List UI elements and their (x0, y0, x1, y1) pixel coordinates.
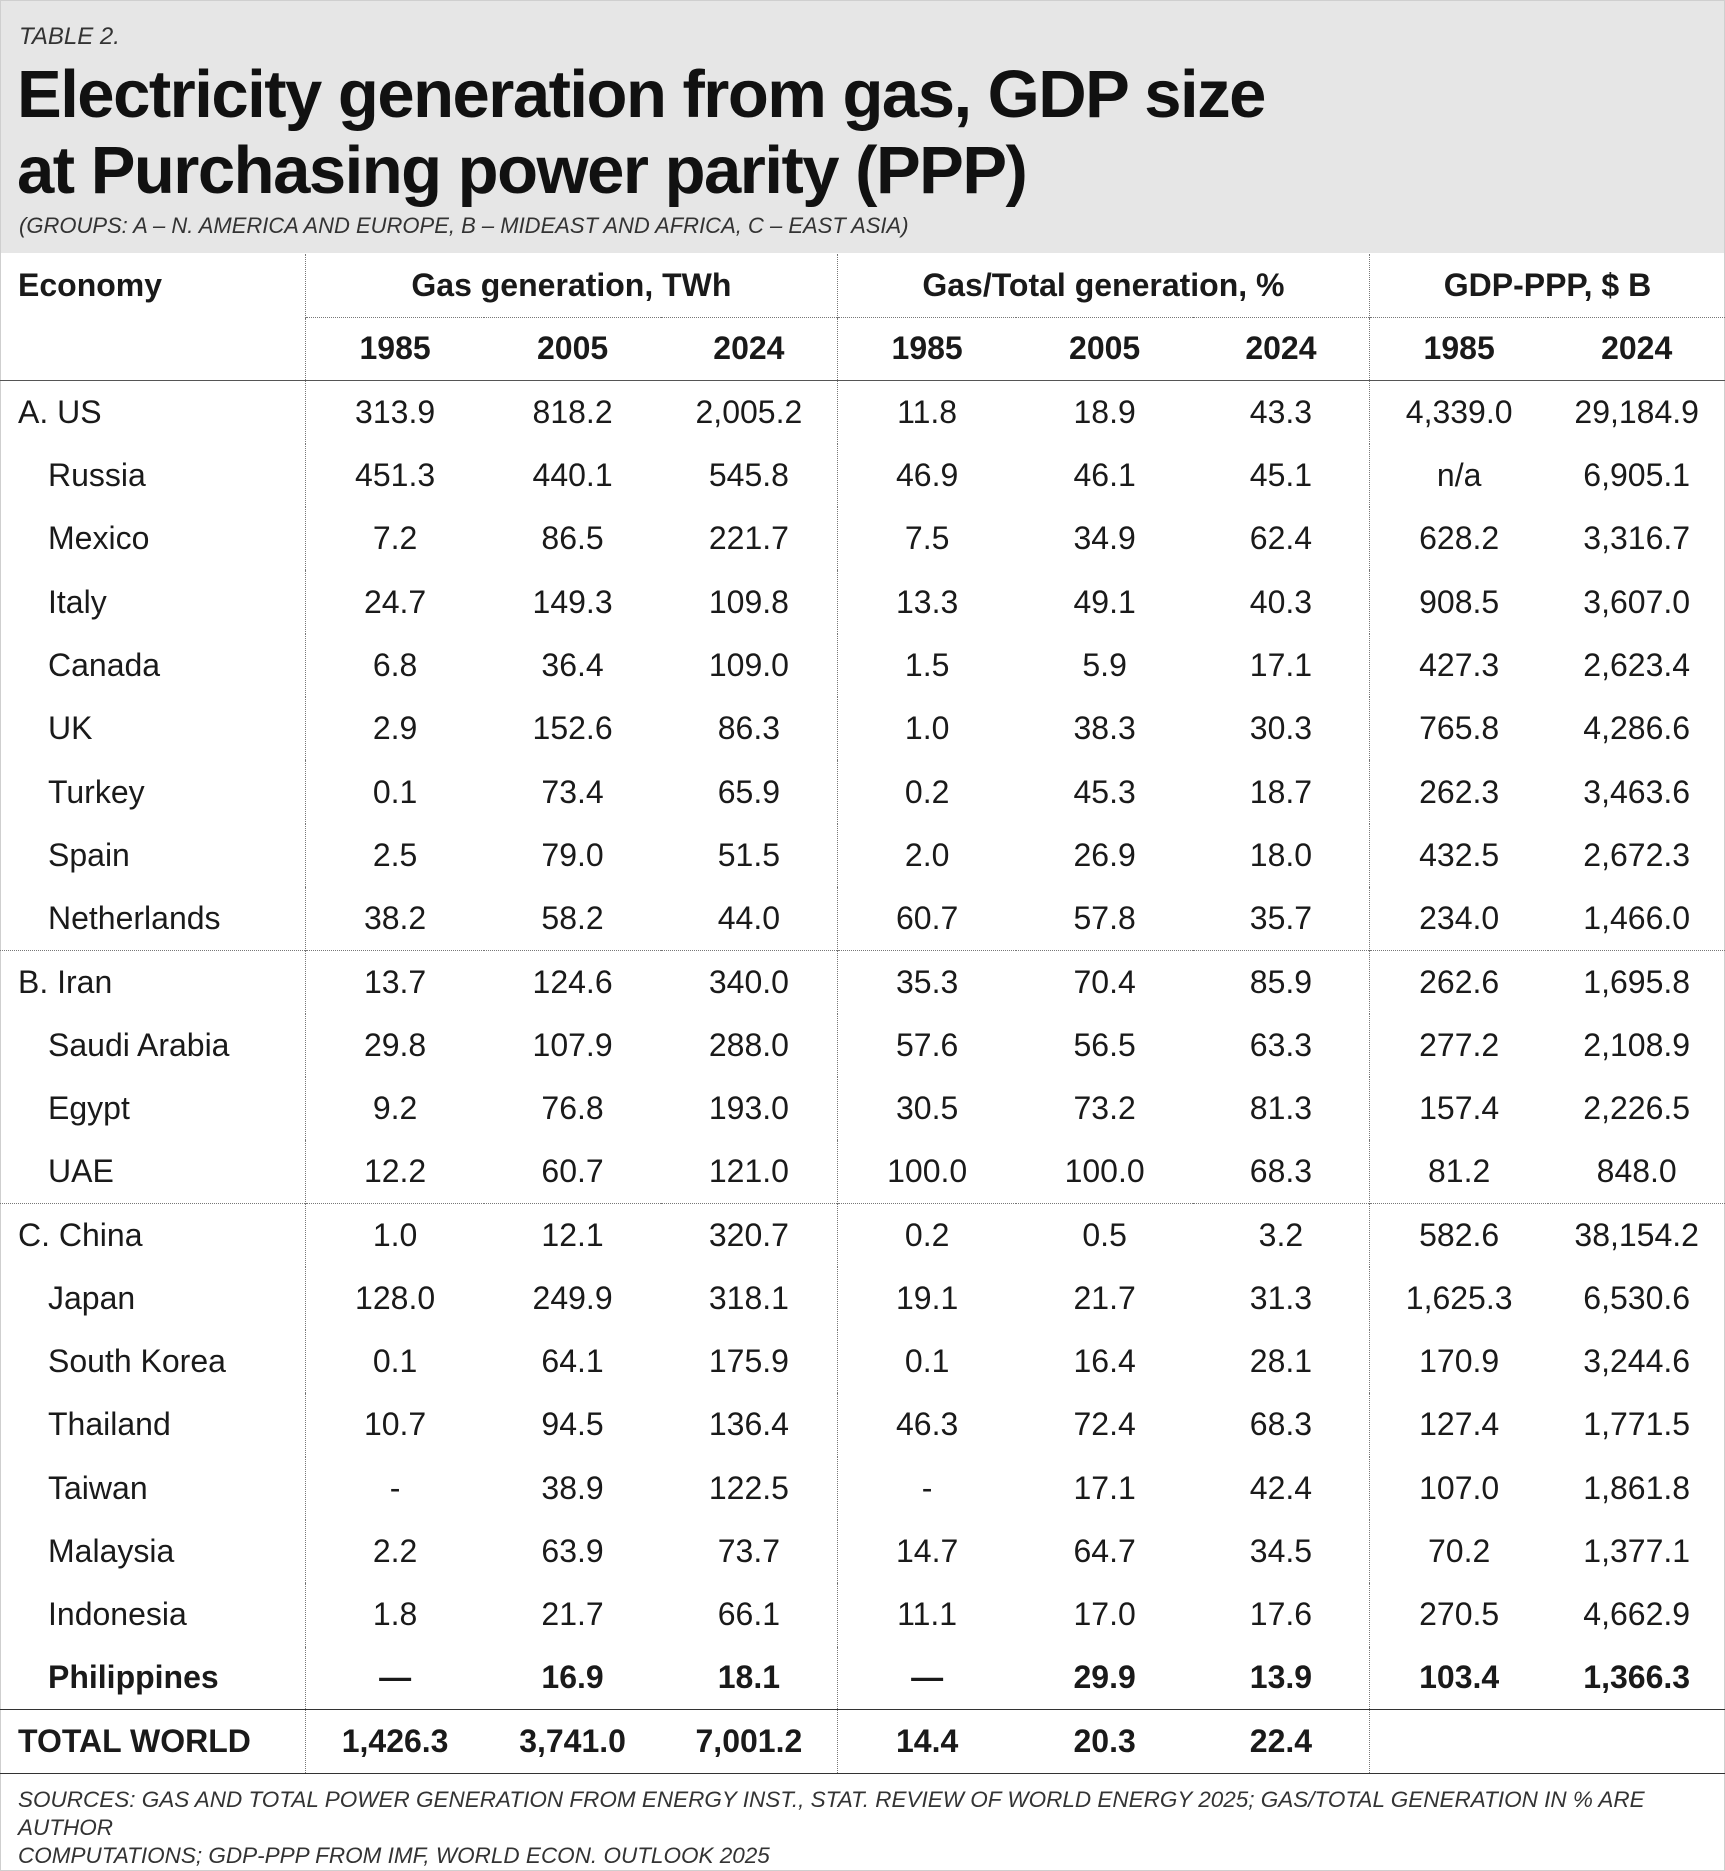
value-cell: 262.6 (1369, 950, 1548, 1013)
value-cell: 11.8 (837, 381, 1016, 444)
value-cell: 56.5 (1073, 1026, 1136, 1063)
value-cell: 13.3 (837, 570, 1016, 633)
value-cell: 4,662.9 (1583, 1596, 1691, 1633)
economy-name-cell: South Korea (48, 1343, 226, 1380)
value-cell: — (837, 1647, 1016, 1710)
value-cell: 1,861.8 (1583, 1469, 1691, 1506)
value-cell: 451.3 (305, 444, 484, 507)
economy-name-cell: A. US (18, 393, 102, 430)
value-cell: 79.0 (541, 836, 604, 873)
table-row (0, 1393, 1725, 1456)
value-cell: 31.3 (1249, 1279, 1313, 1316)
value-cell: 262.3 (1369, 760, 1548, 823)
value-cell: 109.0 (708, 646, 789, 683)
year-header: 2024 (1548, 317, 1725, 380)
value-cell: 1,426.3 (305, 1710, 484, 1773)
value-cell: 318.1 (708, 1279, 789, 1316)
value-cell: 9.2 (305, 1077, 484, 1140)
value-cell: 818.2 (532, 393, 613, 430)
value-cell: 14.7 (837, 1520, 1016, 1583)
value-cell: 3,316.7 (1583, 520, 1691, 557)
value-cell: 149.3 (532, 583, 613, 620)
title-line-1: Electricity generation from gas, GDP size (17, 57, 1265, 132)
value-cell: 62.4 (1249, 520, 1313, 557)
value-cell: 57.8 (1073, 899, 1136, 936)
year-header: 1985 (1369, 317, 1548, 380)
table-row (0, 507, 1725, 570)
value-cell: 60.7 (837, 887, 1016, 950)
value-cell: 65.9 (717, 773, 781, 810)
value-cell: 340.0 (661, 950, 838, 1013)
table-title (17, 57, 1265, 209)
value-cell: 70.4 (1016, 950, 1193, 1013)
value-cell: 38.3 (1073, 710, 1136, 747)
year-header: 2024 (1193, 317, 1370, 380)
value-cell: 6,905.1 (1583, 457, 1691, 494)
table-subtitle: (GROUPS: A – N. AMERICA AND EUROPE, B – MIDEAST AND AFRICA, C – EAST ASIA) (19, 213, 909, 238)
value-cell: 45.3 (1073, 773, 1136, 810)
value-cell: 121.0 (708, 1153, 789, 1190)
value-cell: 128.0 (305, 1267, 484, 1330)
value-cell: 30.5 (837, 1077, 1016, 1140)
table-row (0, 1203, 1725, 1266)
value-cell: 34.9 (1073, 520, 1136, 557)
value-cell: 17.1 (1249, 646, 1313, 683)
value-cell: n/a (1369, 444, 1548, 507)
value-cell: 109.8 (708, 583, 789, 620)
economy-name-cell: Netherlands (48, 899, 221, 936)
value-cell: 6,530.6 (1583, 1279, 1691, 1316)
value-cell: 20.3 (1016, 1710, 1193, 1773)
year-header: 1985 (837, 317, 1016, 380)
economy-name-cell: Italy (48, 583, 107, 620)
economy-name-cell: Indonesia (48, 1596, 187, 1633)
value-cell: 34.5 (1249, 1533, 1313, 1570)
value-cell: 11.1 (837, 1583, 1016, 1646)
value-cell: 43.3 (1249, 393, 1313, 430)
economy-name-cell: Egypt (48, 1090, 130, 1126)
value-cell: 3.2 (1193, 1203, 1370, 1266)
economy-name-cell: Malaysia (48, 1533, 175, 1570)
value-cell: 70.2 (1369, 1520, 1548, 1583)
value-cell: 10.7 (305, 1393, 484, 1456)
col-header-gas-share: Gas/Total generation, % (837, 254, 1369, 317)
value-cell: 221.7 (708, 520, 789, 557)
value-cell: 1,695.8 (1548, 950, 1725, 1013)
value-cell: 81.2 (1369, 1140, 1548, 1203)
value-cell: 35.3 (837, 950, 1016, 1013)
value-cell: 2,672.3 (1583, 836, 1691, 873)
economy-name-cell: Russia (48, 457, 146, 494)
table-label: TABLE 2. (19, 23, 120, 50)
value-cell: 21.7 (1073, 1279, 1136, 1316)
year-header: 2005 (1016, 317, 1193, 380)
value-cell: 152.6 (532, 710, 613, 747)
value-cell: 24.7 (305, 570, 484, 633)
value-cell: 13.7 (305, 950, 484, 1013)
value-cell: 18.9 (1073, 393, 1136, 430)
value-cell: 320.7 (661, 1203, 838, 1266)
value-cell: 76.8 (541, 1090, 604, 1126)
value-cell: 234.0 (1369, 887, 1548, 950)
value-cell: 14.4 (837, 1710, 1016, 1773)
value-cell: 582.6 (1369, 1203, 1548, 1266)
value-cell: 63.3 (1249, 1026, 1313, 1063)
table-row (0, 697, 1725, 760)
value-cell: 13.9 (1249, 1659, 1313, 1696)
value-cell: 122.5 (708, 1469, 789, 1506)
value-cell: 0.1 (305, 760, 484, 823)
value-cell: 2,623.4 (1583, 646, 1691, 683)
value-cell: 1,377.1 (1583, 1533, 1691, 1570)
value-cell: 18.1 (717, 1659, 781, 1696)
total-row (0, 1710, 1725, 1773)
table-row (0, 444, 1725, 507)
value-cell: 16.9 (541, 1659, 604, 1696)
economy-name-cell: Canada (48, 646, 161, 683)
value-cell: 46.1 (1073, 457, 1136, 494)
value-cell: 18.0 (1249, 836, 1313, 873)
value-cell: 18.7 (1249, 773, 1313, 810)
value-cell: 270.5 (1369, 1583, 1548, 1646)
value-cell: 7.2 (305, 507, 484, 570)
value-cell: 29.8 (305, 1014, 484, 1077)
value-cell: 72.4 (1073, 1406, 1136, 1443)
economy-name-cell: Turkey (48, 773, 145, 810)
value-cell: 249.9 (532, 1279, 613, 1316)
value-cell: 36.4 (541, 646, 604, 683)
value-cell: 127.4 (1369, 1393, 1548, 1456)
value-cell: 848.0 (1596, 1153, 1677, 1190)
economy-name-cell: B. Iran (0, 950, 305, 1013)
value-cell (1369, 1710, 1548, 1773)
value-cell: 17.0 (1073, 1596, 1136, 1633)
economy-name-cell: C. China (0, 1203, 305, 1266)
col-header-economy-spacer (0, 317, 305, 380)
table-row (0, 824, 1725, 887)
value-cell: 64.7 (1073, 1533, 1136, 1570)
value-cell: 0.1 (305, 1330, 484, 1393)
value-cell: 277.2 (1369, 1014, 1548, 1077)
value-cell: 49.1 (1073, 583, 1136, 620)
economy-name-cell: Philippines (48, 1659, 219, 1696)
value-cell: 29,184.9 (1574, 393, 1699, 430)
value-cell: 2,226.5 (1583, 1090, 1691, 1126)
value-cell: 42.4 (1249, 1469, 1313, 1506)
value-cell: 86.5 (541, 520, 604, 557)
sources-note (18, 1786, 1708, 1870)
value-cell: 64.1 (541, 1343, 604, 1380)
value-cell: 3,463.6 (1583, 773, 1691, 810)
value-cell: 29.9 (1073, 1659, 1136, 1696)
value-cell: 60.7 (541, 1153, 604, 1190)
economy-name-cell: Japan (48, 1279, 136, 1316)
table-row (0, 381, 1725, 444)
value-cell: 2.2 (305, 1520, 484, 1583)
table-row (0, 1647, 1725, 1710)
value-cell: 22.4 (1193, 1710, 1370, 1773)
value-cell: 628.2 (1369, 507, 1548, 570)
sources-line-2: COMPUTATIONS; GDP-PPP FROM IMF, WORLD ECON. OUTLOOK 2025 (18, 1843, 770, 1868)
value-cell: 21.7 (541, 1596, 604, 1633)
value-cell: 100.0 (1064, 1153, 1145, 1190)
value-cell: 45.1 (1249, 457, 1313, 494)
value-cell: 44.0 (717, 899, 781, 936)
value-cell: 5.9 (1082, 646, 1127, 683)
value-cell: 1,771.5 (1583, 1406, 1691, 1443)
value-cell: 1.0 (305, 1203, 484, 1266)
value-cell: 3,244.6 (1583, 1343, 1691, 1380)
value-cell: 0.5 (1016, 1203, 1193, 1266)
economy-name-cell: TOTAL WORLD (0, 1710, 305, 1773)
value-cell: 63.9 (541, 1533, 604, 1570)
value-cell: 545.8 (708, 457, 789, 494)
value-cell: 124.6 (484, 950, 661, 1013)
table-body (0, 381, 1725, 1774)
value-cell: 0.1 (837, 1330, 1016, 1393)
economy-name-cell: UAE (48, 1153, 114, 1190)
table-row (0, 634, 1725, 697)
value-cell: 66.1 (717, 1596, 781, 1633)
value-cell: 0.2 (837, 760, 1016, 823)
table-row (0, 1267, 1725, 1330)
table-row (0, 570, 1725, 633)
value-cell: 3,741.0 (484, 1710, 661, 1773)
value-cell: 19.1 (837, 1267, 1016, 1330)
data-table (0, 254, 1725, 1774)
value-cell: 30.3 (1249, 710, 1313, 747)
value-cell: 57.6 (837, 1014, 1016, 1077)
value-cell: 193.0 (708, 1090, 789, 1126)
value-cell: 7.5 (837, 507, 1016, 570)
value-cell: 170.9 (1369, 1330, 1548, 1393)
value-cell: 103.4 (1369, 1647, 1548, 1710)
value-cell: 2,005.2 (695, 393, 803, 430)
col-header-economy: Economy (18, 267, 163, 304)
value-cell: 2.9 (305, 697, 484, 760)
value-cell: 3,607.0 (1583, 583, 1691, 620)
value-cell: 136.4 (708, 1406, 789, 1443)
value-cell: 175.9 (708, 1343, 789, 1380)
value-cell: 38,154.2 (1548, 1203, 1725, 1266)
table-row (0, 1014, 1725, 1077)
economy-name-cell: Thailand (48, 1406, 171, 1443)
table-row (0, 760, 1725, 823)
value-cell: 100.0 (837, 1140, 1016, 1203)
year-header: 2005 (484, 317, 661, 380)
value-cell: 51.5 (717, 836, 781, 873)
value-cell: 17.6 (1249, 1596, 1313, 1633)
header-row-1 (0, 254, 1725, 317)
value-cell: 16.4 (1073, 1343, 1136, 1380)
value-cell (1548, 1710, 1725, 1773)
table-head (0, 254, 1725, 381)
value-cell: 26.9 (1073, 836, 1136, 873)
value-cell: 4,286.6 (1583, 710, 1691, 747)
value-cell: 107.0 (1369, 1457, 1548, 1520)
table-row (0, 1077, 1725, 1140)
value-cell: 157.4 (1369, 1077, 1548, 1140)
table-header (1, 1, 1724, 253)
col-header-gdp-ppp: GDP-PPP, $ B (1369, 254, 1725, 317)
table-row (0, 1583, 1725, 1646)
value-cell: 427.3 (1369, 634, 1548, 697)
value-cell: 68.3 (1249, 1406, 1313, 1443)
table-row (0, 950, 1725, 1013)
value-cell: 73.2 (1073, 1090, 1136, 1126)
value-cell: 12.1 (484, 1203, 661, 1266)
value-cell: 440.1 (532, 457, 613, 494)
value-cell: 12.2 (305, 1140, 484, 1203)
value-cell: 28.1 (1249, 1343, 1313, 1380)
value-cell: — (305, 1647, 484, 1710)
value-cell: 0.2 (837, 1203, 1016, 1266)
economy-name-cell: Mexico (48, 520, 150, 557)
economy-name-cell: Saudi Arabia (48, 1026, 230, 1063)
value-cell: 68.3 (1249, 1153, 1313, 1190)
value-cell: 1,466.0 (1583, 899, 1691, 936)
value-cell: 288.0 (708, 1026, 789, 1063)
value-cell: 1.0 (837, 697, 1016, 760)
value-cell: 85.9 (1193, 950, 1370, 1013)
value-cell: 1,366.3 (1583, 1659, 1691, 1696)
value-cell: 432.5 (1369, 824, 1548, 887)
title-line-2: at Purchasing power parity (PPP) (17, 133, 1027, 208)
value-cell: 2,108.9 (1583, 1026, 1691, 1063)
header-row-2 (0, 317, 1725, 380)
value-cell: 35.7 (1249, 899, 1313, 936)
value-cell: 73.4 (541, 773, 604, 810)
value-cell: 46.9 (837, 444, 1016, 507)
value-cell: 17.1 (1073, 1469, 1136, 1506)
economy-name-cell: Spain (48, 836, 130, 873)
value-cell: 73.7 (717, 1533, 781, 1570)
table-row (0, 1330, 1725, 1393)
value-cell: - (305, 1457, 484, 1520)
value-cell: 1.8 (305, 1583, 484, 1646)
value-cell: 908.5 (1369, 570, 1548, 633)
table-row (0, 1520, 1725, 1583)
value-cell: 313.9 (305, 381, 484, 444)
table-row (0, 887, 1725, 950)
table-row (0, 1140, 1725, 1203)
value-cell: 46.3 (837, 1393, 1016, 1456)
value-cell: 1.5 (837, 634, 1016, 697)
value-cell: - (837, 1457, 1016, 1520)
value-cell: 2.0 (837, 824, 1016, 887)
value-cell: 40.3 (1249, 583, 1313, 620)
sources-line-1: SOURCES: GAS AND TOTAL POWER GENERATION FROM ENERGY INST., STAT. REVIEW OF WORLD ENERGY 2025; GAS/TOTAL GENERATION IN % ARE AUTHOR (18, 1787, 1645, 1840)
value-cell: 4,339.0 (1369, 381, 1548, 444)
value-cell: 7,001.2 (661, 1710, 838, 1773)
year-header: 1985 (305, 317, 484, 380)
value-cell: 107.9 (532, 1026, 613, 1063)
year-header: 2024 (661, 317, 838, 380)
value-cell: 38.9 (541, 1469, 604, 1506)
table-row (0, 1457, 1725, 1520)
value-cell: 765.8 (1369, 697, 1548, 760)
value-cell: 86.3 (717, 710, 781, 747)
value-cell: 58.2 (541, 899, 604, 936)
value-cell: 2.5 (305, 824, 484, 887)
value-cell: 1,625.3 (1369, 1267, 1548, 1330)
economy-name-cell: UK (48, 710, 93, 747)
value-cell: 94.5 (541, 1406, 604, 1443)
value-cell: 6.8 (305, 634, 484, 697)
col-header-gas-generation: Gas generation, TWh (305, 254, 837, 317)
value-cell: 81.3 (1249, 1090, 1313, 1126)
value-cell: 38.2 (305, 887, 484, 950)
economy-name-cell: Taiwan (48, 1469, 148, 1506)
